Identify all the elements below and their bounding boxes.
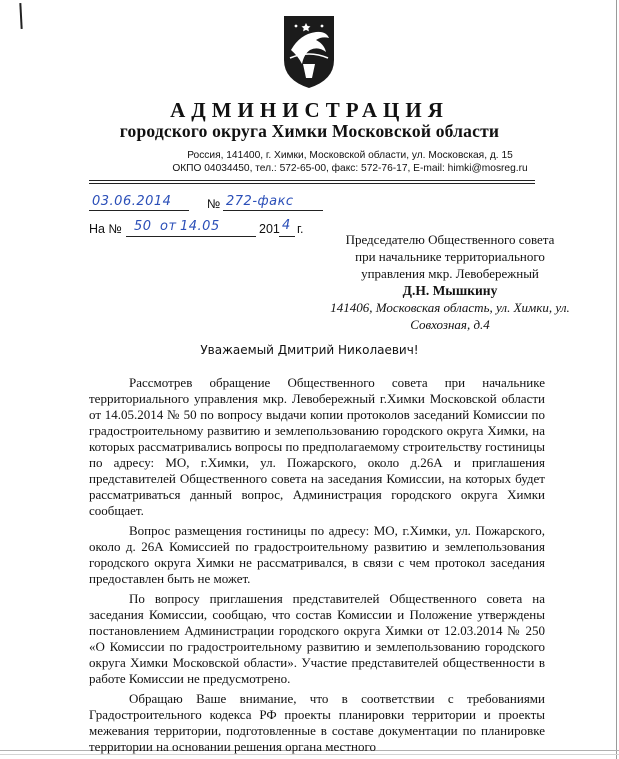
header-rule-second — [89, 183, 535, 184]
recipient-line-3: управления мкр. Левобережный — [361, 266, 539, 281]
recipient-address-2: Совхозная, д.4 — [410, 317, 490, 332]
reply-number: 50 — [134, 219, 152, 234]
year-suffix: 4 — [282, 218, 291, 233]
year-underline — [279, 236, 295, 237]
body-paragraph: Вопрос размещения гостиницы по адресу: МО, г.Химки, ул. Пожарского, около д. 26А Комиссией по градостроительному развитию и землепользования городского округа Химки не рассматривался, в связи с чем протокол заседания предоставлен быть не может. — [89, 523, 545, 586]
recipient-name: Д.Н. Мышкину — [402, 283, 498, 298]
outgoing-number: 272-факс — [226, 194, 294, 209]
greeting: Уважаемый Дмитрий Николаевич! — [200, 343, 419, 357]
header-rule — [89, 180, 535, 181]
reply-from: от — [160, 219, 177, 234]
org-contacts: ОКПО 04034450, тел.: 572-65-00, факс: 572-76-17, E-mail: himki@mosreg.ru — [172, 163, 528, 174]
body-paragraph: По вопросу приглашения представителей Общественного совета на заседания Комиссии, сообщаю, что состав Комиссии и Положение утверждены постановлением Администрации городского округа Химки от 12.03.2014 № 250 «О Комиссии по градостроительному развитию и землепользованию городского округа Химки Московской области». Участие представителей общественности в работе Комиссии не предусмотрено. — [89, 591, 545, 686]
outgoing-date: 03.06.2014 — [92, 194, 172, 209]
recipient-block — [300, 231, 600, 333]
recipient-address-1: 141406, Московская область, ул. Химки, ул. — [330, 300, 570, 315]
recipient-line-1: Председателю Общественного совета — [345, 232, 555, 247]
letter-body — [89, 375, 545, 759]
year-label: г. — [297, 222, 304, 236]
himki-coat-of-arms-icon — [282, 14, 336, 90]
reply-date: 14.05 — [180, 219, 220, 234]
year-prefix: 201 — [259, 222, 280, 236]
number-underline — [223, 210, 323, 211]
recipient-line-2: при начальнике территориального — [355, 249, 545, 264]
body-paragraph: Рассмотрев обращение Общественного совета при начальнике территориального управления мкр. Левобережный г.Химки Московской области от 14.05.2014 № 50 по вопросу выдачи копии протоколов заседаний Комиссии по градостроительному развитию и землепользованию городского округа Химки, на которых рассматривались вопросы по предполагаемому строительству гостиницы по адресу: МО, г.Химки, ул. Пожарского, около д.26А и приглашения представителей Общественного совета на заседания Комиссии, на которых будет рассматриваться данный вопрос, Администрация городского округа Химки сообщает. — [89, 375, 545, 518]
org-subtitle: городского округа Химки Московской области — [119, 121, 500, 141]
margin-pen-mark — [19, 3, 22, 29]
body-paragraph: Обращаю Ваше внимание, что в соответствии с требованиями Градостроительного кодекса РФ проекты планировки территории и проекты межевания территории, подготовленные в составе документации по планировке территории на основании решения органа местного — [89, 691, 545, 754]
date-underline — [89, 210, 189, 211]
org-title: АДМИНИСТРАЦИЯ — [170, 98, 449, 122]
number-label: № — [207, 197, 221, 211]
reply-underline — [126, 236, 256, 237]
org-address: Россия, 141400, г. Химки, Московской области, ул. Московская, д. 15 — [187, 150, 513, 161]
reply-prefix: На № — [89, 222, 122, 236]
